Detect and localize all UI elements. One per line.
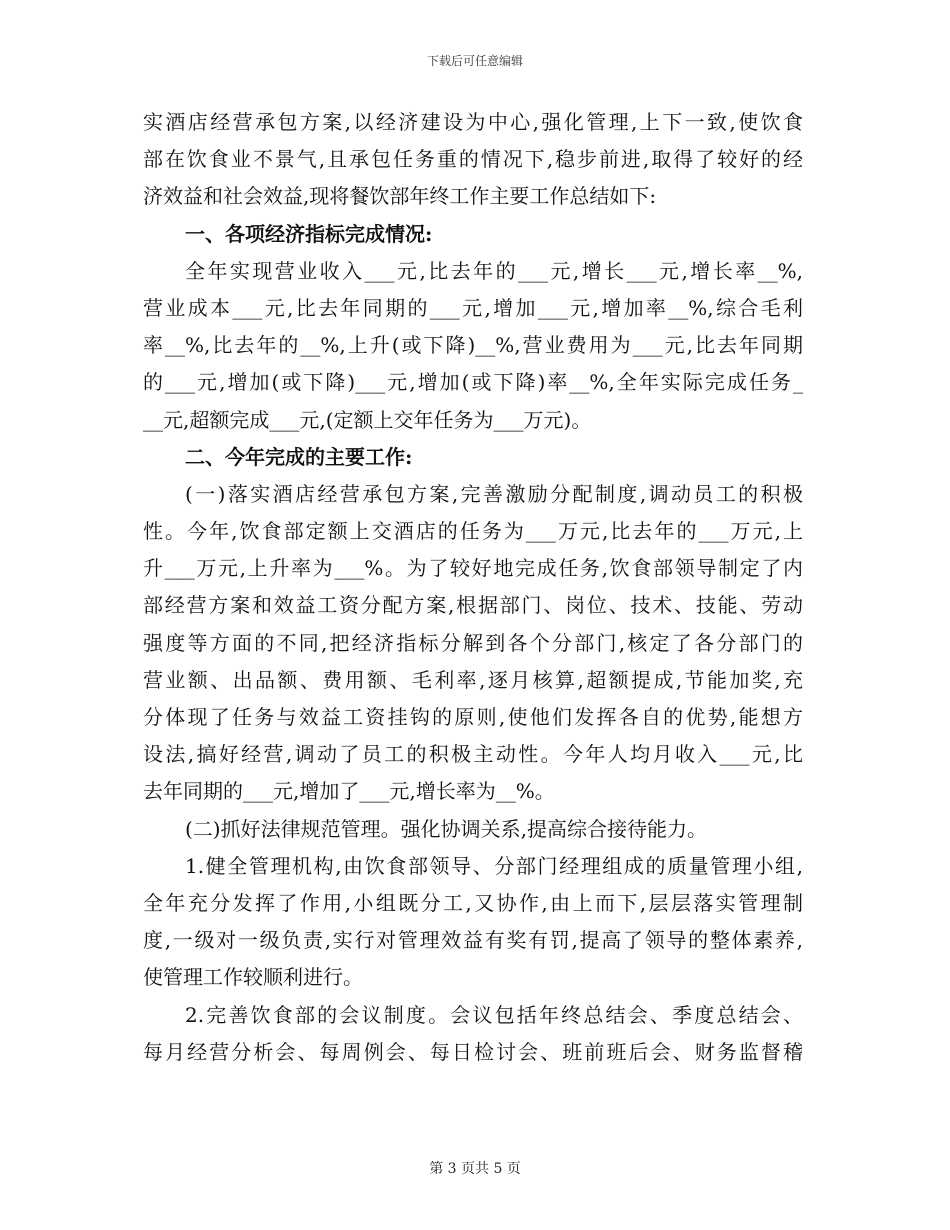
body-line: 每月经营分析会、每周例会、每日检讨会、班前班后会、财务监督稽 — [143, 1039, 803, 1064]
body-line: 强度等方面的不同,把经济指标分解到各个分部门,核定了各分部门的 — [143, 630, 803, 655]
body-line: 度,一级对一级负责,实行对管理效益有奖有罚,提高了领导的整体素养, — [143, 928, 803, 953]
page-number: 第 3 页共 5 页 — [429, 1161, 521, 1177]
body-line: 2.完善饮食部的会议制度。会议包括年终总结会、季度总结会、 — [185, 1002, 803, 1027]
body-line: (一)落实酒店经营承包方案,完善激励分配制度,调动员工的积极 — [185, 481, 803, 506]
section-heading: 一、各项经济指标完成情况: — [185, 221, 433, 246]
body-line: 率__%,比去年的__%,上升(或下降)__%,营业费用为___元,比去年同期 — [143, 333, 803, 358]
body-line: 分体现了任务与效益工资挂钩的原则,使他们发挥各自的优势,能想方 — [143, 705, 803, 729]
body-line: 营业成本___元,比去年同期的___元,增加___元,增加率__%,综合毛利 — [143, 295, 803, 320]
document-body — [143, 104, 803, 1071]
body-line: (二)抓好法律规范管理。强化协调关系,提高综合接待能力。 — [185, 816, 707, 841]
body-line: 部经营方案和效益工资分配方案,根据部门、岗位、技术、技能、劳动 — [143, 593, 803, 618]
body-line: 全年实现营业收入___元,比去年的___元,增长___元,增长率__%, — [185, 258, 803, 283]
body-line: 性。今年,饮食部定额上交酒店的任务为___万元,比去年的___万元,上 — [143, 519, 803, 544]
body-line: 济效益和社会效益,现将餐饮部年终工作主要工作总结如下: — [143, 184, 657, 209]
body-line: 实酒店经营承包方案,以经济建设为中心,强化管理,上下一致,使饮食 — [143, 110, 803, 134]
section-heading: 二、今年完成的主要工作: — [185, 444, 413, 469]
body-line: 的___元,增加(或下降)___元,增加(或下降)率__%,全年实际完成任务_ — [143, 370, 803, 395]
body-line: 设法,搞好经营,调动了员工的积极主动性。今年人均月收入___元,比 — [143, 742, 803, 767]
body-line: __元,超额完成___元,(定额上交年任务为___万元)。 — [143, 407, 592, 432]
body-line: 全年充分发挥了作用,小组既分工,又协作,由上而下,层层落实管理制 — [143, 890, 803, 915]
body-line: 去年同期的___元,增加了___元,增长率为__%。 — [143, 779, 555, 804]
body-line: 营业额、出品额、费用额、毛利率,逐月核算,超额提成,节能加奖,充 — [143, 667, 803, 692]
body-line: 部在饮食业不景气,且承包任务重的情况下,稳步前进,取得了较好的经 — [143, 147, 803, 172]
body-line: 升___万元,上升率为___%。为了较好地完成任务,饮食部领导制定了内 — [143, 556, 803, 581]
body-line: 使管理工作较顺利进行。 — [143, 965, 363, 990]
page-header: 下载后可任意编辑 — [426, 54, 523, 68]
body-line: 1.健全管理机构,由饮食部领导、分部门经理组成的质量管理小组, — [185, 853, 803, 878]
